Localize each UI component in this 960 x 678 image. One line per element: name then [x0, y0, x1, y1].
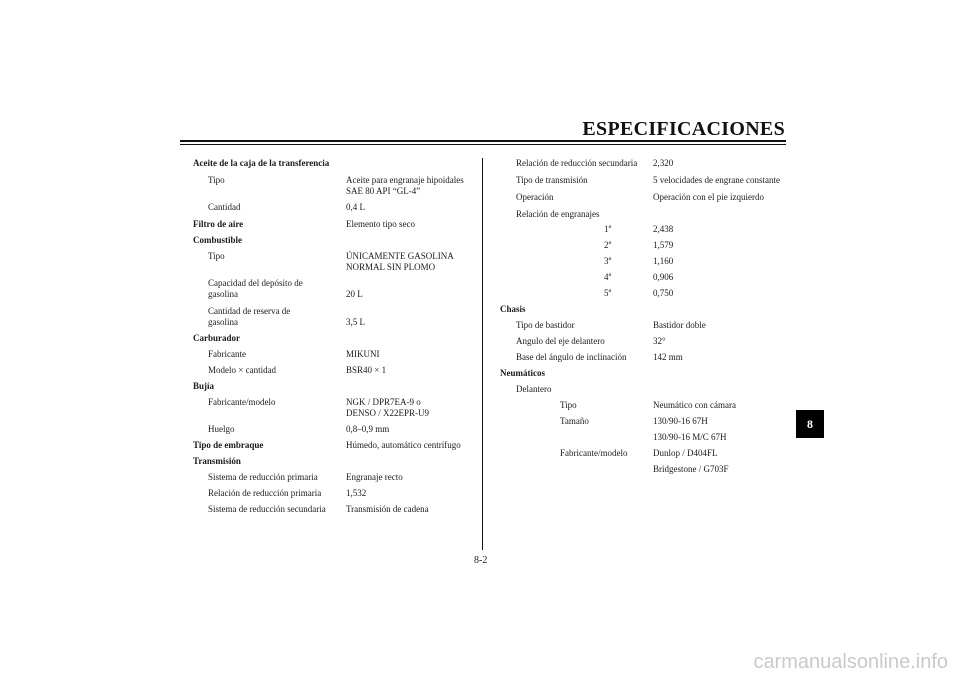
- spec-value-clutch: Húmedo, automático centrífugo: [346, 440, 461, 450]
- spec-value-operation: Operación con el pie izquierdo: [653, 192, 764, 202]
- gear-value-3: 1,160: [653, 256, 674, 266]
- spec-value-frame-type: Bastidor doble: [653, 320, 706, 330]
- page-title: ESPECIFICACIONES: [582, 118, 785, 140]
- gear-value-5: 0,750: [653, 288, 674, 298]
- watermark: carmanualsonline.info: [753, 651, 948, 673]
- gear-label-3: 3$^a$: [604, 256, 612, 266]
- spec-label-operation: Operación: [516, 192, 554, 202]
- section-heading-carburetor: Carburador: [193, 333, 240, 343]
- gear-label-5: 5$^a$: [604, 288, 612, 298]
- spec-value-tire-type: Neumático con cámara: [653, 400, 736, 410]
- spec-value-type: Aceite para engranaje hipoidales SAE 80 API “GL-4”: [346, 175, 464, 196]
- spec-label-secondary-reduction-system: Sistema de reducción secundaria: [208, 504, 326, 514]
- spec-label-tire-maker: Fabricante/modelo: [560, 448, 628, 458]
- spec-value-plug-model: NGK / DPR7EA-9 o DENSO / X22EPR-U9: [346, 397, 430, 418]
- spec-value-reserve: 3,5 L: [346, 317, 365, 327]
- spec-label-model-qty: Modelo × cantidad: [208, 365, 277, 375]
- spec-label-tank-capacity: Capacidad del depósito de gasolina: [208, 278, 303, 299]
- spec-value-primary-reduction-ratio: 1,532: [346, 488, 367, 498]
- gear-label-4: 4$^a$: [604, 272, 612, 282]
- spec-label-fuel-type: Tipo: [208, 251, 225, 261]
- spec-value-transmission-type: 5 velocidades de engrane constante: [653, 175, 780, 185]
- spec-label-caster-angle: Angulo del eje delantero: [516, 336, 605, 346]
- section-heading-tires: Neumáticos: [500, 368, 545, 378]
- spec-value-trail: 142 mm: [653, 352, 683, 362]
- spec-label-trail: Base del ángulo de inclinación: [516, 352, 627, 362]
- section-heading-transmission: Transmisión: [193, 456, 241, 466]
- spec-label-plug-model: Fabricante/modelo: [208, 397, 276, 407]
- spec-label-transmission-type: Tipo de transmisión: [516, 175, 588, 185]
- spec-value-secondary-reduction-ratio: 2,320: [653, 158, 674, 168]
- section-heading-transfer-case-oil: Aceite de la caja de la transferencia: [193, 158, 330, 168]
- section-heading-clutch: Tipo de embraque: [193, 440, 264, 450]
- spec-value-caster-angle: 32°: [653, 336, 666, 346]
- spec-label-quantity: Cantidad: [208, 202, 241, 212]
- spec-label-frame-type: Tipo de bastidor: [516, 320, 575, 330]
- spec-value-secondary-reduction-system: Transmisión de cadena: [346, 504, 429, 514]
- spec-value-model-qty: BSR40 × 1: [346, 365, 387, 375]
- gear-label-1: 1$^a$: [604, 224, 612, 234]
- gear-label-2: 2$^a$: [604, 240, 612, 250]
- spec-value-tank-capacity: 20 L: [346, 289, 363, 299]
- spec-value-air-filter: Elemento tipo seco: [346, 219, 415, 229]
- spec-value-tire-size-1: 130/90-16 67H: [653, 416, 708, 426]
- section-heading-spark-plug: Bujía: [193, 381, 215, 391]
- gear-value-4: 0,906: [653, 272, 674, 282]
- spec-value-tire-size-2: 130/90-16 M/C 67H: [653, 432, 727, 442]
- spec-label-gear-ratios: Relación de engranajes: [516, 209, 600, 219]
- gear-value-2: 1,579: [653, 240, 674, 250]
- spec-label-gap: Huelgo: [208, 424, 235, 434]
- title-rule-thick: [180, 140, 786, 142]
- spec-value-quantity: 0,4 L: [346, 202, 365, 212]
- spec-label-secondary-reduction-ratio: Relación de reducción secundaria: [516, 158, 638, 168]
- spec-value-gap: 0,8–0,9 mm: [346, 424, 390, 434]
- spec-value-tire-maker-2: Bridgestone / G703F: [653, 464, 729, 474]
- spec-label-primary-reduction-ratio: Relación de reducción primaria: [208, 488, 322, 498]
- spec-label-primary-reduction-system: Sistema de reducción primaria: [208, 472, 318, 482]
- section-heading-air-filter: Filtro de aire: [193, 219, 244, 229]
- spec-value-fuel-type: ÚNICAMENTE GASOLINA NORMAL SIN PLOMO: [346, 251, 454, 272]
- spec-label-tire-type: Tipo: [560, 400, 577, 410]
- column-divider: [482, 158, 483, 550]
- spec-label-type: Tipo: [208, 175, 225, 185]
- page-number: 8-2: [474, 555, 488, 566]
- spec-label-tire-size: Tamaño: [560, 416, 589, 426]
- spec-value-manufacturer: MIKUNI: [346, 349, 380, 359]
- section-heading-fuel: Combustible: [193, 235, 243, 245]
- title-rule-thin: [180, 144, 786, 145]
- section-heading-chassis: Chasis: [500, 304, 526, 314]
- gear-value-1: 2,438: [653, 224, 674, 234]
- chapter-tab: 8: [796, 410, 824, 438]
- spec-label-manufacturer: Fabricante: [208, 349, 246, 359]
- spec-label-front: Delantero: [516, 384, 552, 394]
- spec-label-reserve: Cantidad de reserva de gasolina: [208, 306, 291, 327]
- spec-value-tire-maker-1: Dunlop / D404FL: [653, 448, 718, 458]
- spec-value-primary-reduction-system: Engranaje recto: [346, 472, 403, 482]
